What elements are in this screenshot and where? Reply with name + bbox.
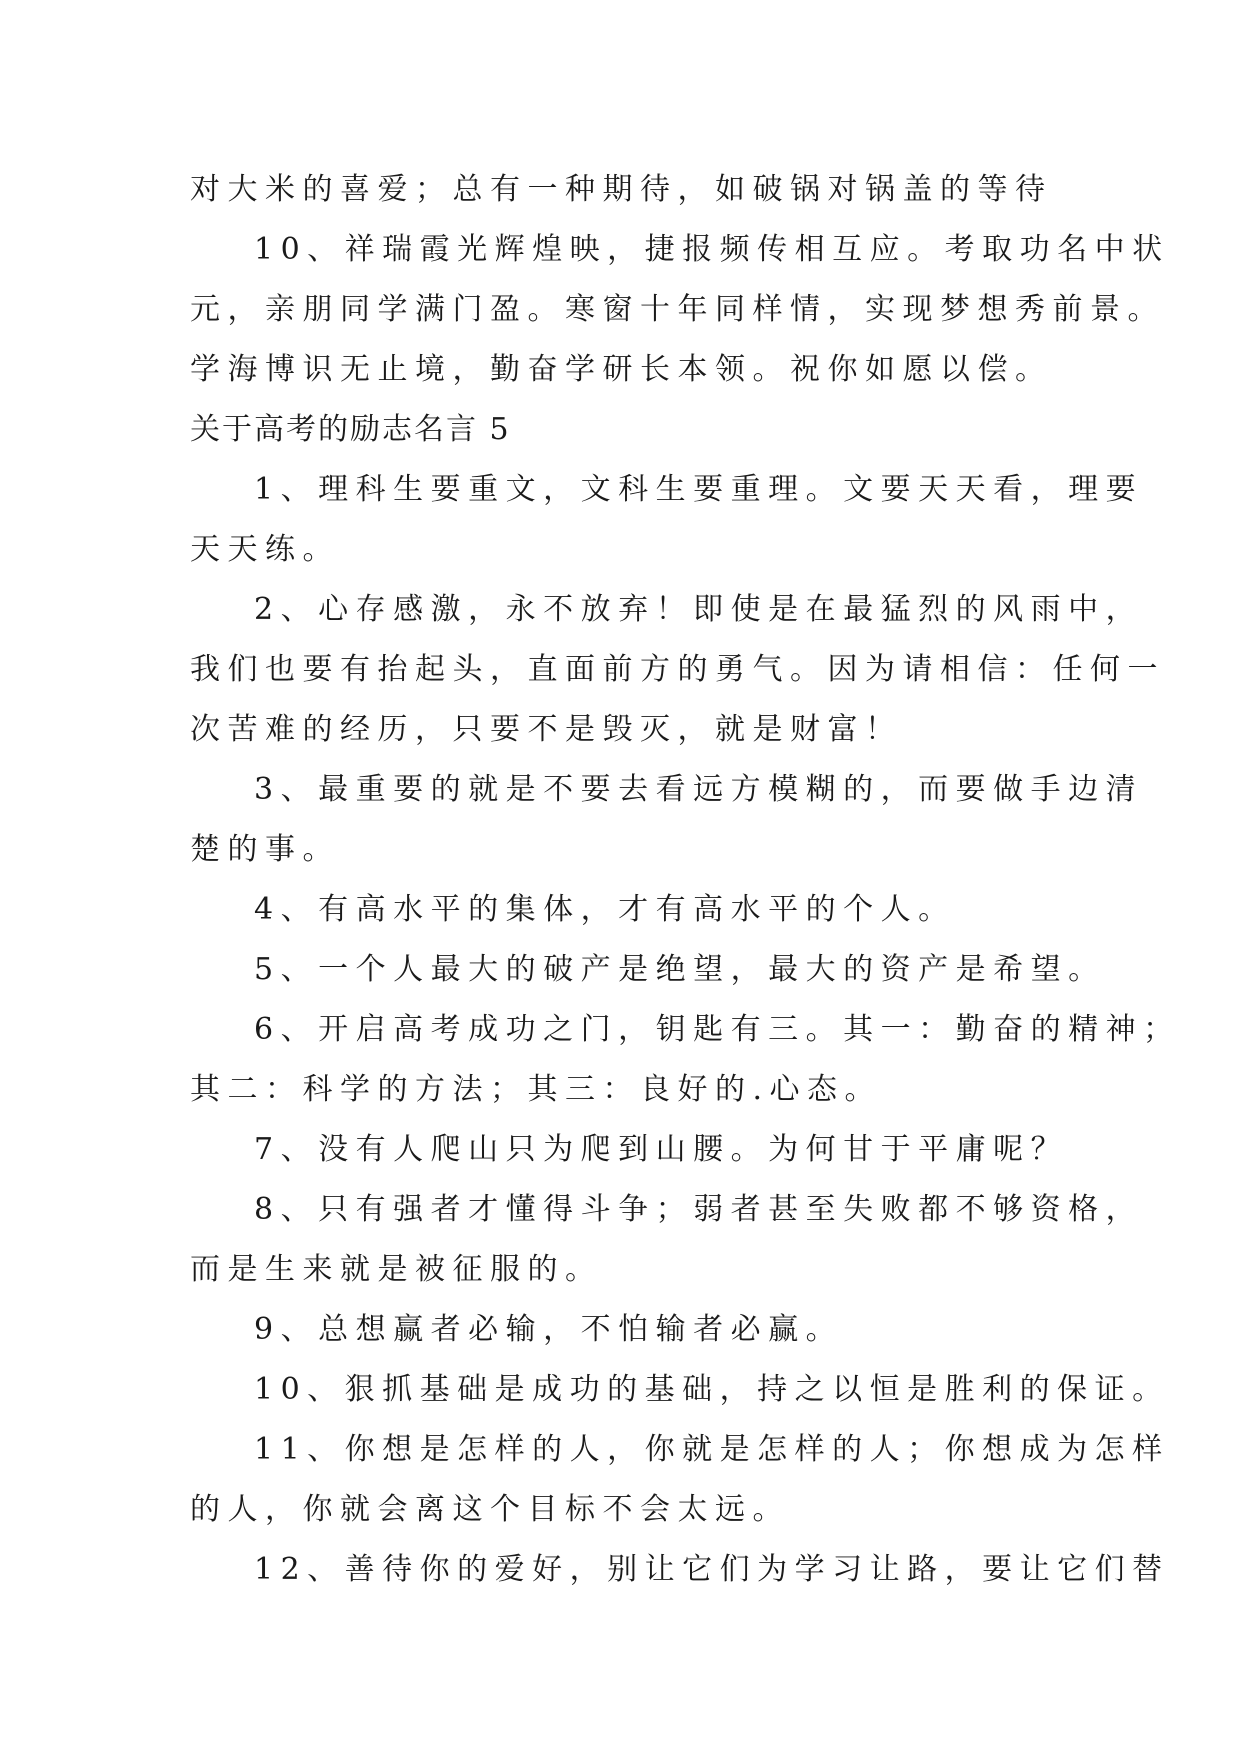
list-item-first-line: 1、理科生要重文，文科生要重理。文要天天看，理要 [254, 472, 1144, 507]
body-line: 元，亲朋同学满门盈。寒窗十年同样情，实现梦想秀前景。 [190, 292, 1165, 327]
document-page [190, 160, 1181, 1600]
list-item-first-line: 4、有高水平的集体，才有高水平的个人。 [254, 892, 956, 927]
list-item-first-line: 12、善待你的爱好，别让它们为学习让路，要让它们替 [254, 1552, 1170, 1587]
list-item-first-line: 8、只有强者才懂得斗争；弱者甚至失败都不够资格， [254, 1192, 1144, 1227]
list-item-first-line: 2、心存感激，永不放弃！即使是在最猛烈的风雨中， [254, 592, 1144, 627]
list-item-first-line: 10、祥瑞霞光辉煌映，捷报频传相互应。考取功名中状 [254, 232, 1170, 267]
body-line: 学海博识无止境，勤奋学研长本领。祝你如愿以偿。 [190, 352, 1053, 387]
body-line: 天天练。 [190, 532, 340, 567]
body-line: 其二：科学的方法；其三：良好的.心态。 [190, 1072, 883, 1107]
list-item-first-line: 6、开启高考成功之门，钥匙有三。其一：勤奋的精神； [254, 1012, 1181, 1047]
section-heading: 关于高考的励志名言 5 [190, 412, 511, 447]
body-line: 的人，你就会离这个目标不会太远。 [190, 1492, 790, 1527]
body-line: 对大米的喜爱；总有一种期待，如破锅对锅盖的等待 [190, 172, 1053, 207]
list-item-first-line: 9、总想赢者必输，不怕输者必赢。 [254, 1312, 844, 1347]
body-line: 而是生来就是被征服的。 [190, 1252, 603, 1287]
list-item-first-line: 10、狠抓基础是成功的基础，持之以恒是胜利的保证。 [254, 1372, 1170, 1407]
body-line: 我们也要有抬起头，直面前方的勇气。因为请相信：任何一 [190, 652, 1165, 687]
body-line: 楚的事。 [190, 832, 340, 867]
list-item-first-line: 3、最重要的就是不要去看远方模糊的，而要做手边清 [254, 772, 1144, 807]
list-item-first-line: 5、一个人最大的破产是绝望，最大的资产是希望。 [254, 952, 1106, 987]
list-item-first-line: 11、你想是怎样的人，你就是怎样的人；你想成为怎样 [254, 1432, 1170, 1467]
body-line: 次苦难的经历，只要不是毁灭，就是财富！ [190, 712, 903, 747]
list-item-first-line: 7、没有人爬山只为爬到山腰。为何甘于平庸呢？ [254, 1132, 1069, 1167]
